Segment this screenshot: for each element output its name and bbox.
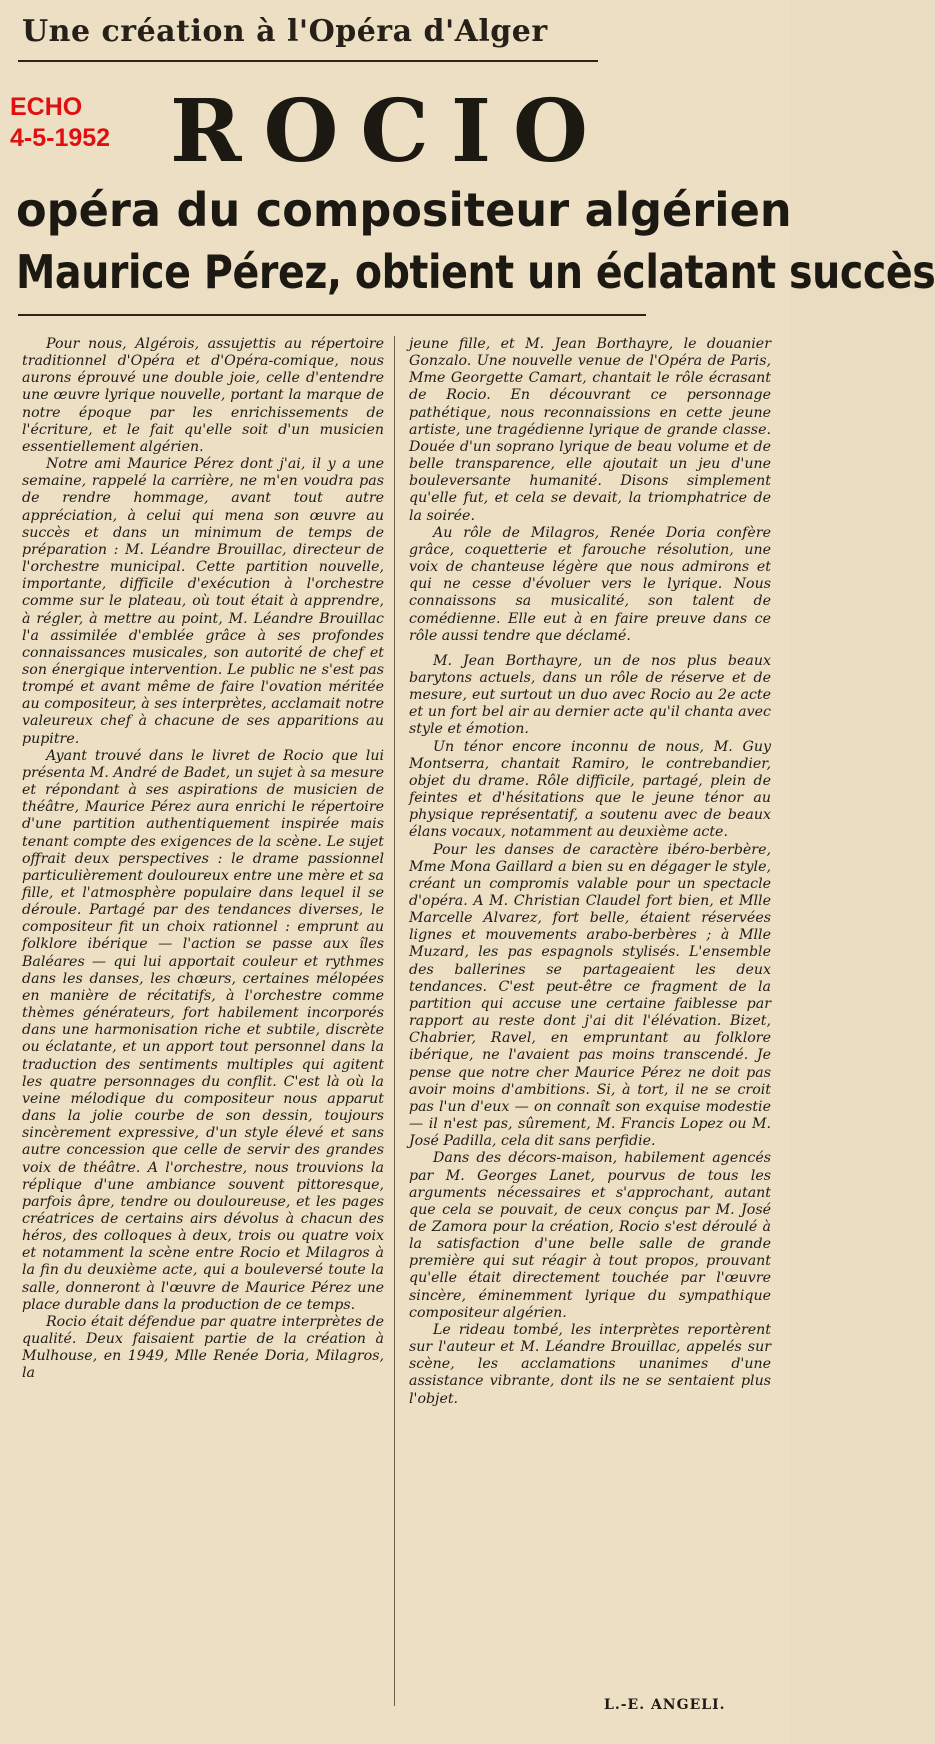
source-stamp — [10, 92, 110, 154]
subheadline-line-1: opéra du compositeur algérien — [16, 183, 792, 237]
paragraph: Pour nous, Algérois, assujettis au répertoire traditionnel d'Opéra et d'Opéra-comique, nous aurons éprouvé une double joie, celle d'entendre une œuvre lyrique nouvelle, portant la marque de notre époque par les enrichissements de l'écriture, et le fait qu'elle soit d'un musicien essentiellement algérien. — [22, 336, 384, 455]
subheadline-line-2: Maurice Pérez, obtient un éclatant succès — [16, 245, 935, 299]
paragraph: Au rôle de Milagros, Renée Doria confère grâce, coquetterie et farouche résolution, une voix de chanteuse légère que nous admirons et qui ne cesse d'évoluer vers le lyrique. Nous connaissons sa musicalité, son talent de comédienne. Elle eut à en faire preuve dans ce rôle aussi tendre que déclamé. — [409, 524, 771, 644]
headline: ROCIO — [170, 81, 610, 182]
kicker-title: Une création à l'Opéra d'Alger — [22, 14, 548, 49]
bottom-rule — [18, 314, 646, 316]
paragraph: Un ténor encore inconnu de nous, M. Guy Montserra, chantait Ramiro, le contrebandier, objet du drame. Rôle difficile, partagé, plein de feintes et d'hésitations que le jeune ténor au physique représentatif, a soutenu avec de beaux élans vocaux, notamment au deuxième acte. — [409, 738, 771, 841]
paragraph: jeune fille, et M. Jean Borthayre, le douanier Gonzalo. Une nouvelle venue de l'Opéra de Paris, Mme Georgette Camart, chantait le rôle écrasant de Rocio. En découvrant ce personnage pathétique, nous reconnaissions en cette jeune artiste, une tragédienne lyrique de grande classe. Douée d'un soprano lyrique de beau volume et de belle transparence, elle ajoutait un jeu d'une bouleversante humanité. Disons simplement qu'elle fut, et cela se devait, la triomphatrice de la soirée. — [409, 336, 771, 524]
stamp-source: ECHO — [10, 93, 83, 121]
column-separator — [394, 336, 395, 1706]
article-column-left — [22, 336, 384, 1383]
top-rule — [18, 60, 598, 62]
author-signature: L.-E. ANGELI. — [604, 1697, 726, 1713]
paragraph: Pour les danses de caractère ibéro-berbère, Mme Mona Gaillard a bien su en dégager le style, créant un compromis valable pour un spectacle d'opéra. A M. Christian Claudel fort bien, et Mlle Marcelle Alvarez, fort belle, étaient réservées lignes et mouvements arabo-berbères ; à Mlle Muzard, les pas espagnols stylisés. L'ensemble des ballerines se partageaient les deux tendances. C'est peut-être ce fragment de la partition qui accuse une certaine faiblesse par rapport au reste dont j'ai dit l'élévation. Bizet, Chabrier, Ravel, en empruntant au folklore ibérique, ne l'avaient pas moins transcendé. Je pense que notre cher Maurice Pérez ne doit pas avoir moins d'ambitions. Si, à tort, il ne se croit pas l'un d'eux — on connaît son exquise modestie — il n'est pas, sûrement, M. Francis Lopez ou M. José Padilla, cela dit sans perfidie. — [409, 841, 771, 1150]
paragraph: Dans des décors-maison, habilement agencés par M. Georges Lanet, pourvus de tous les arguments nécessaires et s'approchant, autant que cela se pouvait, de ceux conçus par M. José de Zamora pour la création, Rocio s'est déroulé à la satisfaction d'une belle salle de grande première qui sut réagir à tout propos, prouvant qu'elle était directement touchée par l'œuvre sincère, éminemment lyrique du sympathique compositeur algérien. — [409, 1150, 771, 1321]
article-column-right — [409, 336, 771, 1408]
paragraph: Rocio était défendue par quatre interprètes de qualité. Deux faisaient partie de la création à Mulhouse, en 1949, Mlle Renée Doria, Milagros, la — [22, 1313, 384, 1382]
paragraph: Notre ami Maurice Pérez dont j'ai, il y a une semaine, rappelé la carrière, ne m'en voudra pas de rendre hommage, avant tout autre appréciation, à celui qui mena son œuvre au succès et dans un minimum de temps de préparation : M. Léandre Brouillac, directeur de l'orchestre municipal. Cette partition nouvelle, importante, difficile d'exécution à l'orchestre comme sur le plateau, où tout était à apprendre, à régler, à mettre au point, M. Léandre Brouillac l'a assimilée d'emblée grâce à ses profondes connaissances musicales, son autorité de chef et son énergique intervention. Le public ne s'est pas trompé et avant même de faire l'ovation méritée au compositeur, à ses interprètes, acclamait notre valeureux chef à chacune de ses apparitions au pupitre. — [22, 456, 384, 747]
paragraph: M. Jean Borthayre, un de nos plus beaux barytons actuels, dans un rôle de réserve et de mesure, eut surtout un duo avec Rocio au 2e acte et un fort bel air au dernier acte qu'il chanta avec style et émotion. — [409, 652, 771, 738]
stamp-date: 4-5-1952 — [10, 124, 111, 152]
paragraph: Le rideau tombé, les interprètes reportèrent sur l'auteur et M. Léandre Brouillac, appelés sur scène, les acclamations unanimes d'une assistance vibrante, dont ils ne se sentaient plus l'objet. — [409, 1321, 771, 1407]
paragraph: Ayant trouvé dans le livret de Rocio que lui présenta M. André de Badet, un sujet à sa mesure et répondant à ses aspirations de musicien de théâtre, Maurice Pérez aura enrichi le répertoire d'une partition authentiquement inspirée mais tenant compte des exigences de la scène. Le sujet offrait deux perspectives : le drame passionnel particulièrement douloureux entre une mère et sa fille, et l'atmosphère populaire dans lequel il se déroule. Partagé par des tendances diverses, le compositeur fit un choix rationnel : emprunt au folklore ibérique — l'action se passe aux îles Baléares — qui lui apportait couleur et rythmes dans les danses, les chœurs, certaines mélopées en manière de récitatifs, à l'orchestre comme thèmes générateurs, fort habilement incorporés dans une harmonisation riche et subtile, discrète ou éclatante, et un apport tout personnel dans la traduction des sentiments multiples qui agitent les quatre personnages du conflit. C'est là où la veine mélodique du compositeur nous apparut dans la jolie courbe de son dessin, toujours sincèrement expressive, d'un style élevé et sans autre concession que celle de servir des grandes voix de théâtre. A l'orchestre, nous trouvions la réplique d'une ambiance souvent pittoresque, parfois âpre, tendre ou douloureuse, et les pages créatrices de certains airs dévolus à chacun des héros, des colloques à deux, trois ou quatre voix et notamment la scène entre Rocio et Milagros à la fin du deuxième acte, qui a bouleversé toute la salle, donneront à l'œuvre de Maurice Pérez une place durable dans la production de ce temps. — [22, 747, 384, 1313]
